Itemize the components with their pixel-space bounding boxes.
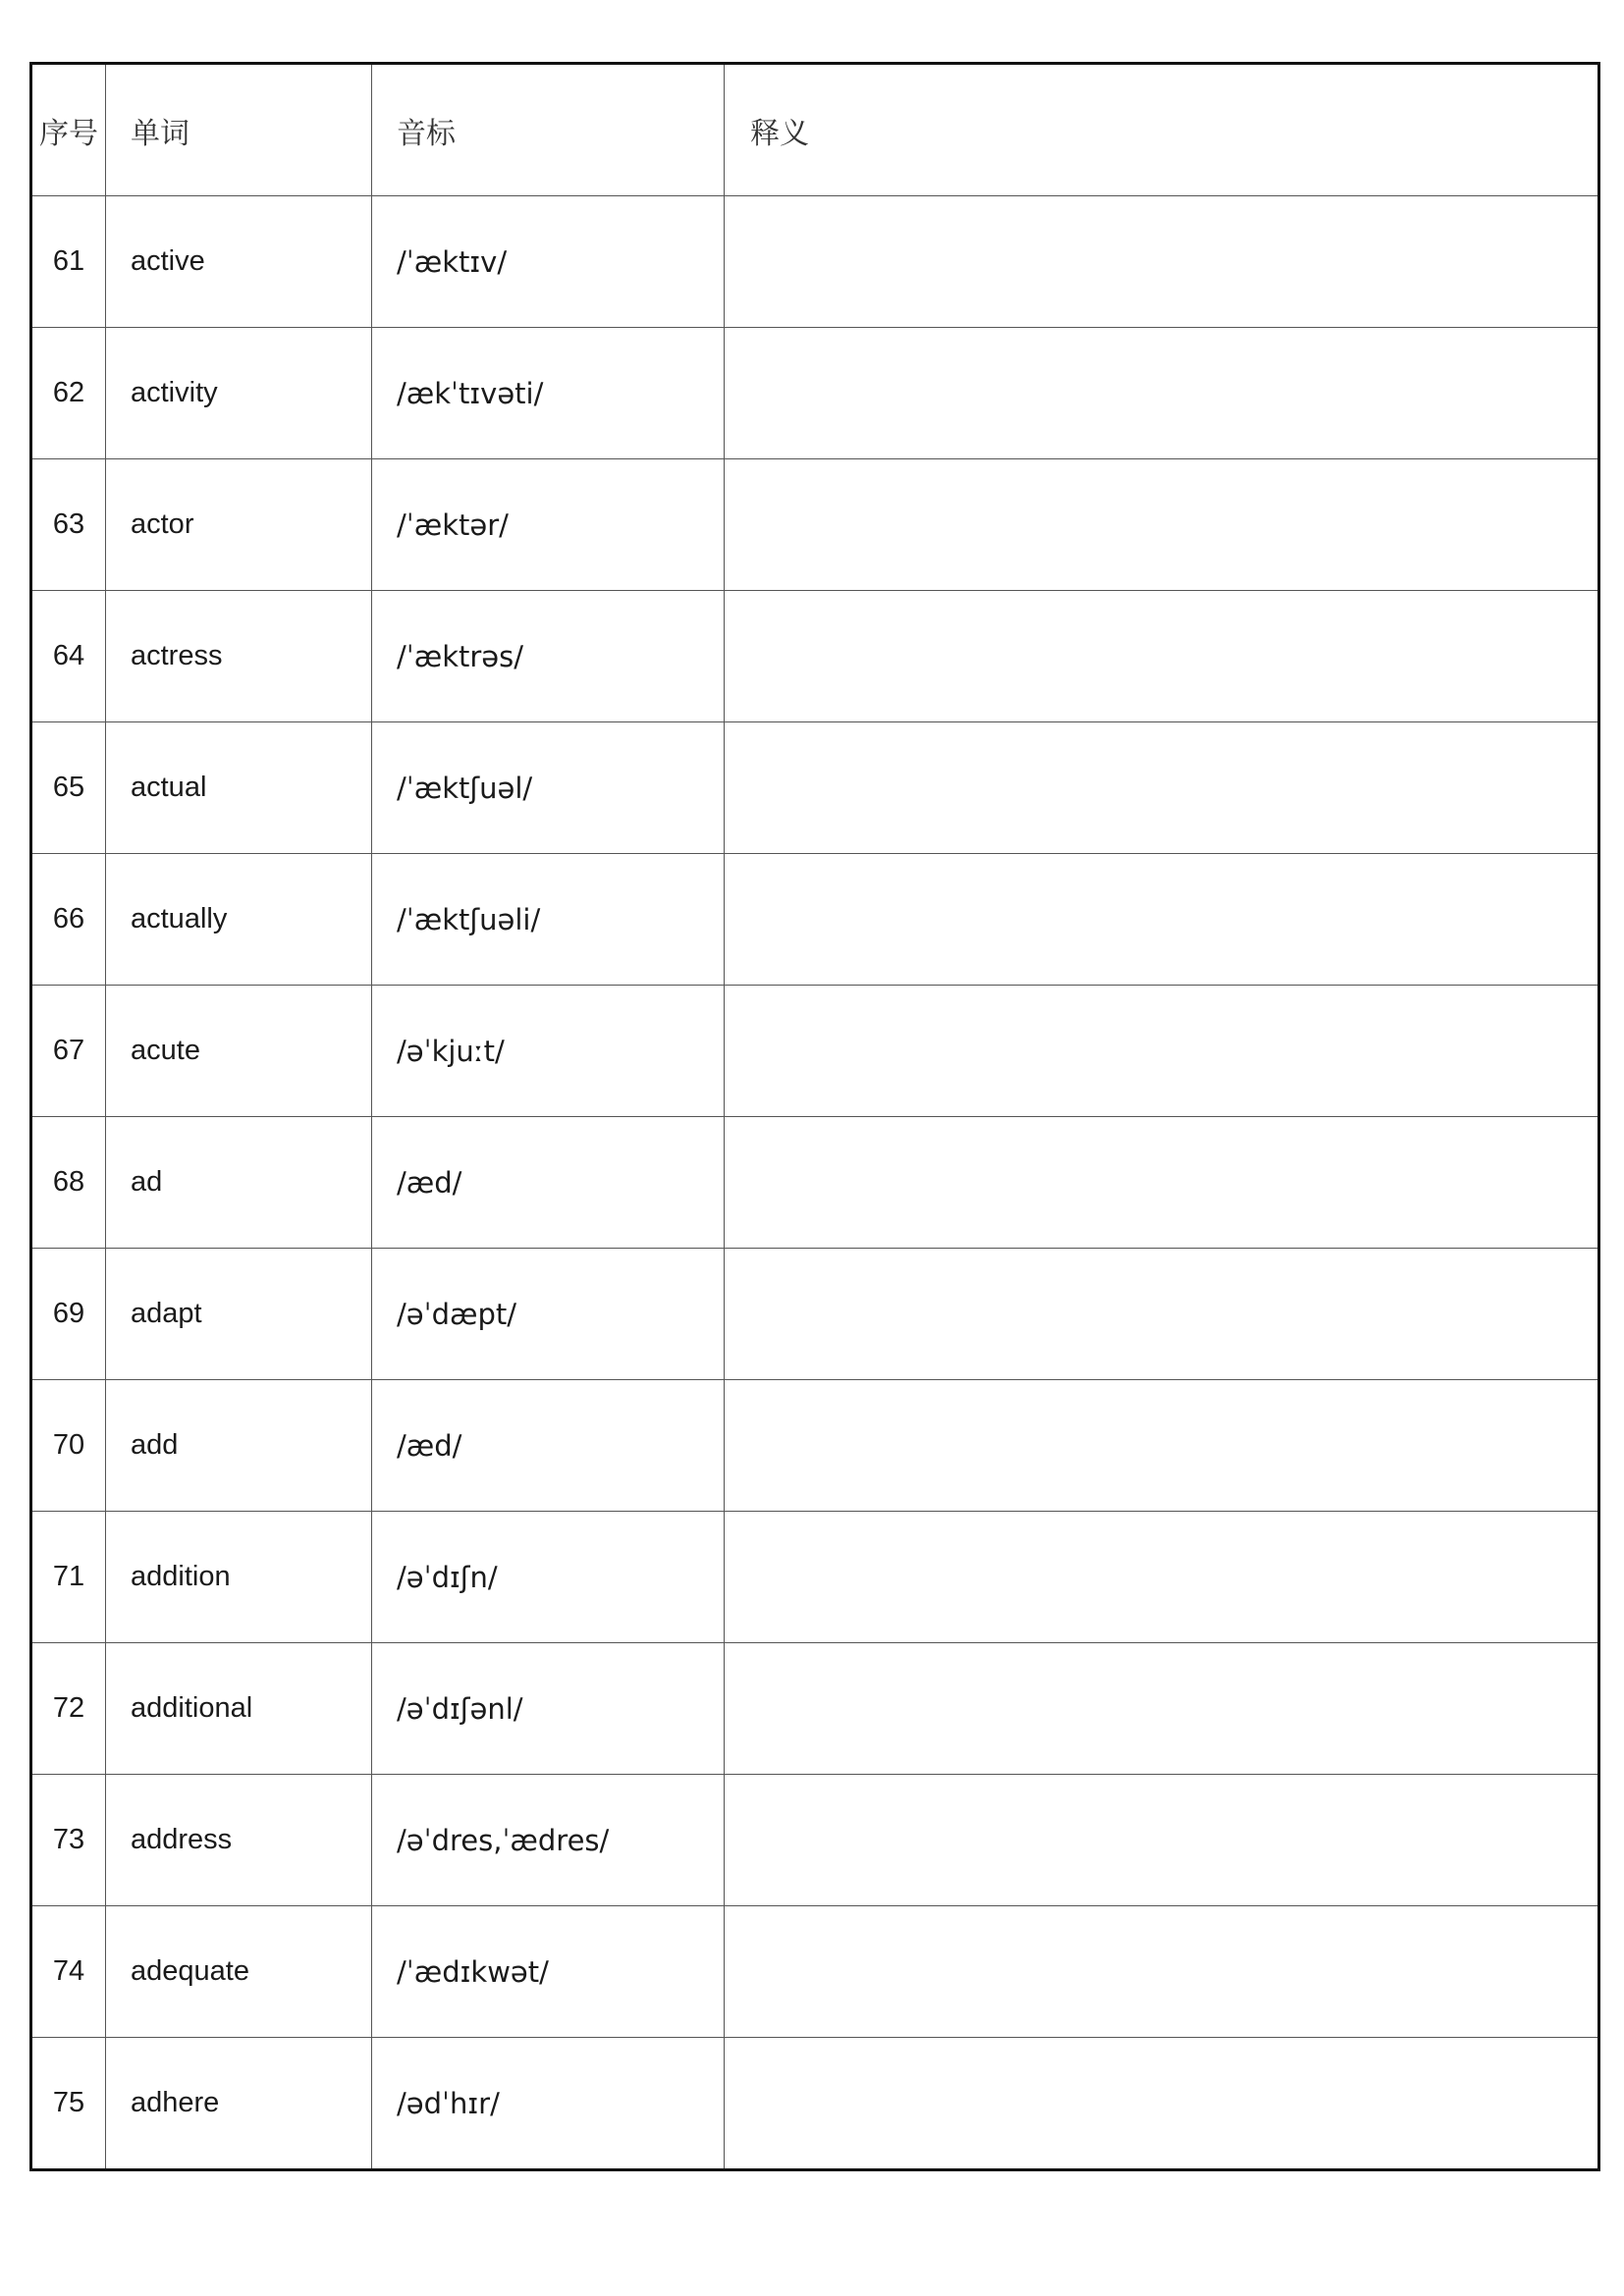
row-phonetic: /ˈæktrəs/: [372, 591, 725, 722]
table-header-row: [31, 64, 1599, 196]
table-row: [31, 2038, 1599, 2170]
row-phonetic: /əˈdæpt/: [372, 1249, 725, 1380]
row-phonetic: /ækˈtɪvəti/: [372, 328, 725, 459]
row-meaning: [725, 1512, 1599, 1643]
row-word: ad: [106, 1117, 372, 1249]
row-index: 64: [31, 591, 106, 722]
row-index: 70: [31, 1380, 106, 1512]
table-row: [31, 591, 1599, 722]
row-word: addition: [106, 1512, 372, 1643]
row-meaning: [725, 459, 1599, 591]
row-phonetic: /æd/: [372, 1380, 725, 1512]
row-phonetic: /əˈkjuːt/: [372, 986, 725, 1117]
row-index: 73: [31, 1775, 106, 1906]
table-row: [31, 459, 1599, 591]
row-meaning: [725, 196, 1599, 328]
table-row: [31, 986, 1599, 1117]
row-word: address: [106, 1775, 372, 1906]
row-word: adequate: [106, 1906, 372, 2038]
row-index: 75: [31, 2038, 106, 2170]
row-word: actually: [106, 854, 372, 986]
row-meaning: [725, 1775, 1599, 1906]
row-meaning: [725, 1249, 1599, 1380]
row-meaning: [725, 1643, 1599, 1775]
row-index: 69: [31, 1249, 106, 1380]
row-word: actress: [106, 591, 372, 722]
row-word: add: [106, 1380, 372, 1512]
table-row: [31, 1512, 1599, 1643]
table-row: [31, 196, 1599, 328]
row-word: actual: [106, 722, 372, 854]
row-index: 66: [31, 854, 106, 986]
row-phonetic: /ədˈhɪr/: [372, 2038, 725, 2170]
row-index: 67: [31, 986, 106, 1117]
row-phonetic: /əˈdres,ˈædres/: [372, 1775, 725, 1906]
row-word: adapt: [106, 1249, 372, 1380]
header-phonetic: 音标: [372, 64, 725, 196]
table-row: [31, 1906, 1599, 2038]
table-row: [31, 1117, 1599, 1249]
row-meaning: [725, 722, 1599, 854]
row-meaning: [725, 328, 1599, 459]
row-phonetic: /æd/: [372, 1117, 725, 1249]
vocabulary-table: [29, 62, 1600, 2171]
row-phonetic: /ˈædɪkwət/: [372, 1906, 725, 2038]
row-index: 71: [31, 1512, 106, 1643]
row-meaning: [725, 2038, 1599, 2170]
row-word: adhere: [106, 2038, 372, 2170]
table-body: [31, 196, 1599, 2170]
row-word: activity: [106, 328, 372, 459]
row-phonetic: /ˈæktʃuəli/: [372, 854, 725, 986]
header-word: 单词: [106, 64, 372, 196]
header-index: 序号: [31, 64, 106, 196]
table-row: [31, 1249, 1599, 1380]
row-index: 74: [31, 1906, 106, 2038]
row-meaning: [725, 1906, 1599, 2038]
header-meaning: 释义: [725, 64, 1599, 196]
table-row: [31, 1775, 1599, 1906]
row-index: 68: [31, 1117, 106, 1249]
row-word: actor: [106, 459, 372, 591]
row-index: 62: [31, 328, 106, 459]
row-meaning: [725, 1117, 1599, 1249]
row-index: 61: [31, 196, 106, 328]
table-row: [31, 854, 1599, 986]
row-phonetic: /ˈæktɪv/: [372, 196, 725, 328]
row-word: additional: [106, 1643, 372, 1775]
row-word: acute: [106, 986, 372, 1117]
row-phonetic: /ˈæktər/: [372, 459, 725, 591]
row-index: 63: [31, 459, 106, 591]
row-meaning: [725, 591, 1599, 722]
table-row: [31, 328, 1599, 459]
table-row: [31, 722, 1599, 854]
row-index: 72: [31, 1643, 106, 1775]
row-phonetic: /əˈdɪʃn/: [372, 1512, 725, 1643]
table-row: [31, 1643, 1599, 1775]
row-meaning: [725, 986, 1599, 1117]
row-word: active: [106, 196, 372, 328]
row-index: 65: [31, 722, 106, 854]
row-meaning: [725, 854, 1599, 986]
table-row: [31, 1380, 1599, 1512]
row-meaning: [725, 1380, 1599, 1512]
row-phonetic: /ˈæktʃuəl/: [372, 722, 725, 854]
row-phonetic: /əˈdɪʃənl/: [372, 1643, 725, 1775]
